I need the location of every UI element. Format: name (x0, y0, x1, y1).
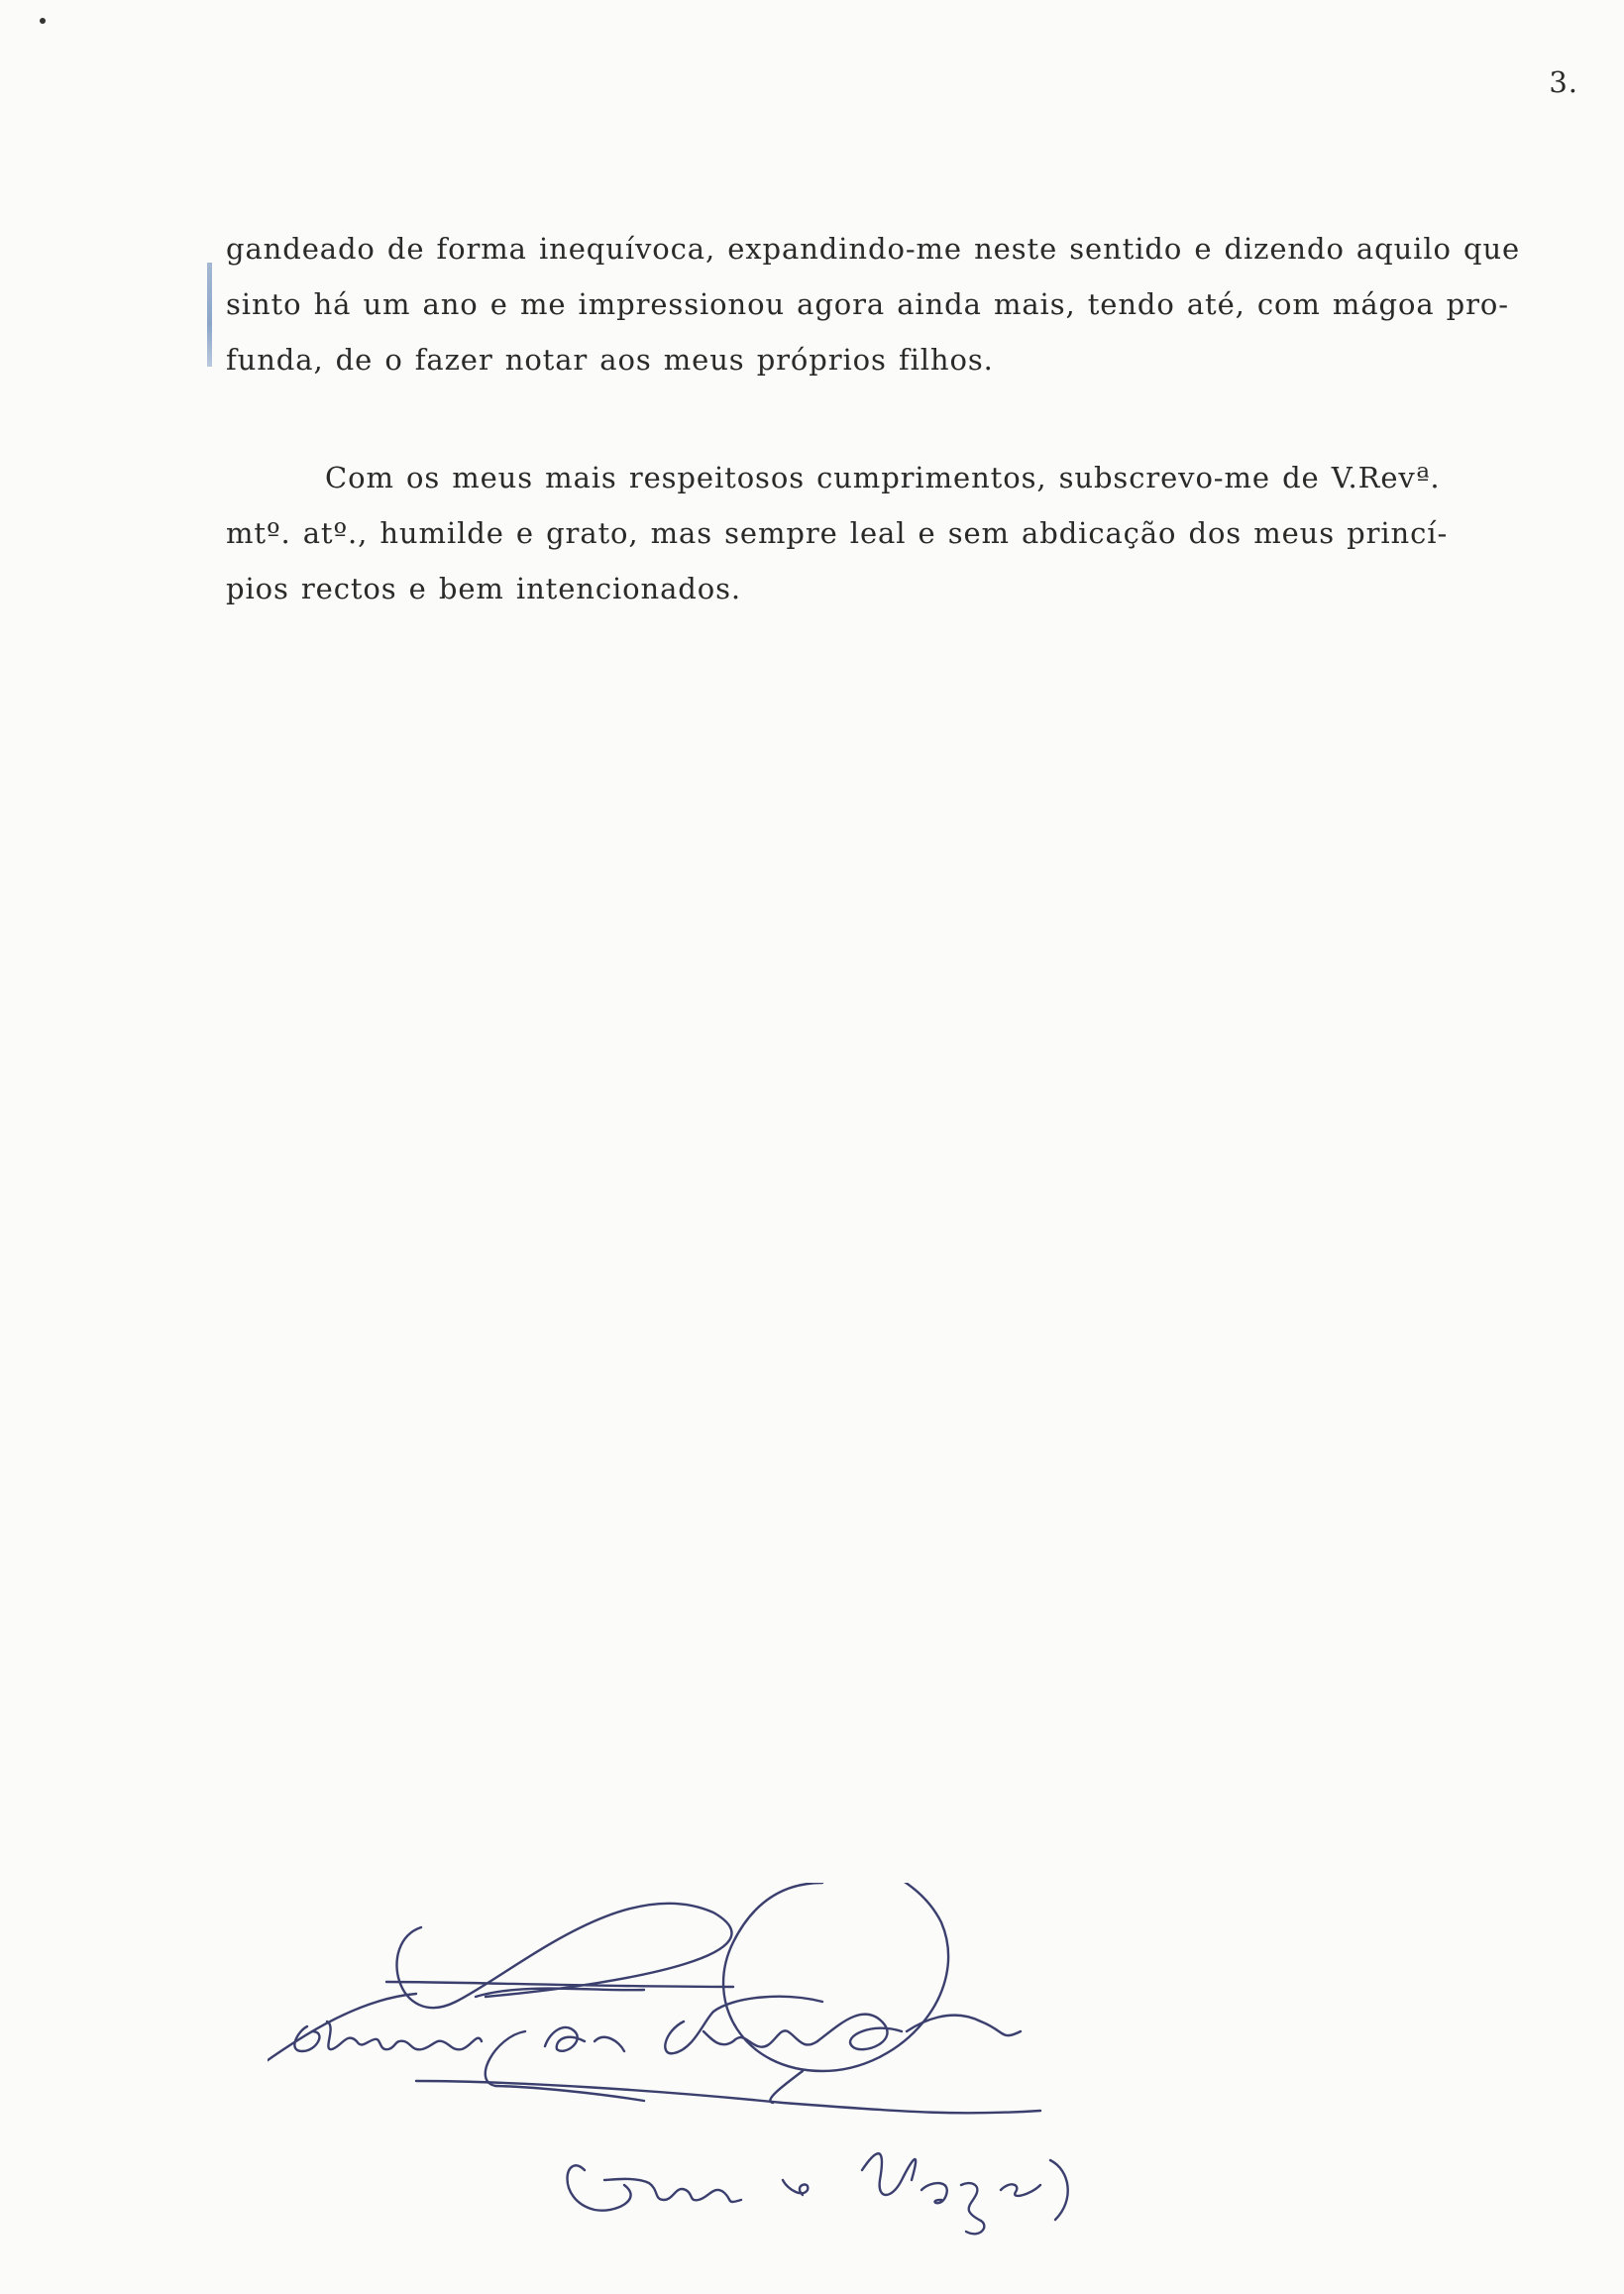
paragraph-2-line-2: mtº. atº., humilde e grato, mas sempre leal e sem abdicação dos meus princí- (226, 516, 1449, 550)
handwritten-signature (268, 1883, 1516, 2259)
paragraph-1-line-3: funda, de o fazer notar aos meus próprios filhos. (226, 343, 994, 377)
letter-paragraph-1 (226, 221, 1578, 387)
paragraph-1-line-2: sinto há um ano e me impressionou agora ainda mais, tendo até, com mágoa pro- (226, 287, 1509, 321)
page-number: 3. (1549, 65, 1578, 99)
paragraph-2-line-3: pios rectos e bem intencionados. (226, 572, 742, 605)
paper-speck (40, 18, 46, 24)
paragraph-1-line-1: gandeado de forma inequívoca, expandindo-me neste sentido e dizendo aquilo que (226, 232, 1521, 266)
letter-paragraph-2 (226, 450, 1578, 616)
margin-highlight-mark (207, 263, 212, 367)
signature-drawing (268, 1883, 1516, 2259)
paragraph-2-line-1: Com os meus mais respeitosos cumprimentos, subscrevo-me de V.Revª. (325, 461, 1441, 494)
